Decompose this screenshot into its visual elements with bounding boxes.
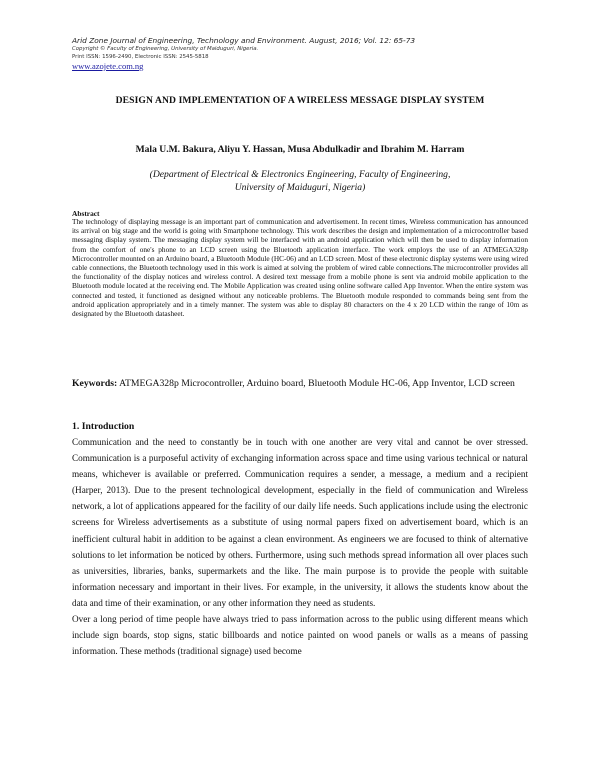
abstract-heading: Abstract [72,209,100,218]
journal-website-link[interactable]: www.azojete.com.ng [72,61,144,71]
paper-title: DESIGN AND IMPLEMENTATION OF A WIRELESS MESSAGE DISPLAY SYSTEM [115,95,485,106]
affiliation-line-1: (Department of Electrical & Electronics Engineering, Faculty of Engineering, [149,169,451,180]
affiliation [72,168,528,194]
intro-paragraph-2: Over a long period of time people have always tried to pass information across to the public using different means which include sign boards, stop signs, static billboards and notice painted on wood panels or walls as a means of passing information. These methods (traditional signage) used become [72,614,528,657]
affiliation-line-2: University of Maiduguri, Nigeria) [234,182,366,193]
keywords-text: ATMEGA328p Microcontroller, Arduino board, Bluetooth Module HC-06, App Inventor, LCD screen [117,378,515,389]
section-heading-introduction: 1. Introduction [72,421,135,432]
author-list: Mala U.M. Bakura, Aliyu Y. Hassan, Musa Abdulkadir and Ibrahim M. Harram [135,144,465,155]
journal-citation: Arid Zone Journal of Engineering, Technology and Environment. August, 2016; Vol. 12: 65-73 [72,36,416,45]
issn-line: Print ISSN: 1596-2490, Electronic ISSN: 2545-5818 [72,54,209,60]
copyright-line: Copyright © Faculty of Engineering, University of Maiduguri, Nigeria. [72,46,259,52]
abstract-text: The technology of displaying message is an important part of communication and advertisement. In recent times, Wireless communication has announced its arrival on big stage and the world is going with Smartphone technology. This work describes the design and implementation of a microcontroller based messaging display system. The messaging display system will be interfaced with an android application which will then be used to display information from the comfort of one's phone to an LCD screen using the Bluetooth application interface. The work employs the use of an ATMEGA328p Microcontroller mounted on an Arduino board, a Bluetooth Module (HC-06) and an LCD screen. Most of these electronic display systems were using wired cable connections, the Bluetooth technology used in this work is aimed at solving the problem of wired cable connections.The microcontroller provides all the functionality of the display notices and wireless control. A desired text message from a mobile phone is sent via android mobile application to the Bluetooth module located at the receiving end. The Mobile Application was created using online software called App Inventor. When the entire system was connected and tested, it functioned as designed without any noticeable problems. The Bluetooth module responded to commands being sent from the android application appropriately and in a timely manner. The system was able to display 80 characters on the 4 x 20 LCD within the range of 10m as designated by the Bluetooth datasheet. [72,217,528,319]
introduction-body [72,434,528,659]
keywords-label: Keywords: [72,378,118,389]
journal-header [72,36,542,72]
intro-paragraph-1: Communication and the need to constantly be in touch with one another are very vital and cannot be over stressed. Communication is a purposeful activity of exchanging information across space and time using various technical or natural means, whichever is available or preferred. Communication requires a sender, a message, a medium and a recipient (Harper, 2013). Due to the present technological development, especially in the field of communication and Wireless network, a lot of applications appeared for the facility of our daily life needs. Such applications include using the electronic screens for Wireless advertisements as a substitute of using normal papers fixed on advertisement board, which is an inefficient cultural habit in addition to be against a clean environment. As engineers we are focused to think of alternative solutions to let information be noticed by others. Furthermore, using such methods spread information all over places such as universities, libraries, banks, supermarkets and the like. The main purpose is to provide the people with suitable information necessary and important in their lives. For example, in the university, it allows the students know about the data and time of their examination, or any other information they need as students. [72,437,528,608]
keywords [72,377,528,391]
